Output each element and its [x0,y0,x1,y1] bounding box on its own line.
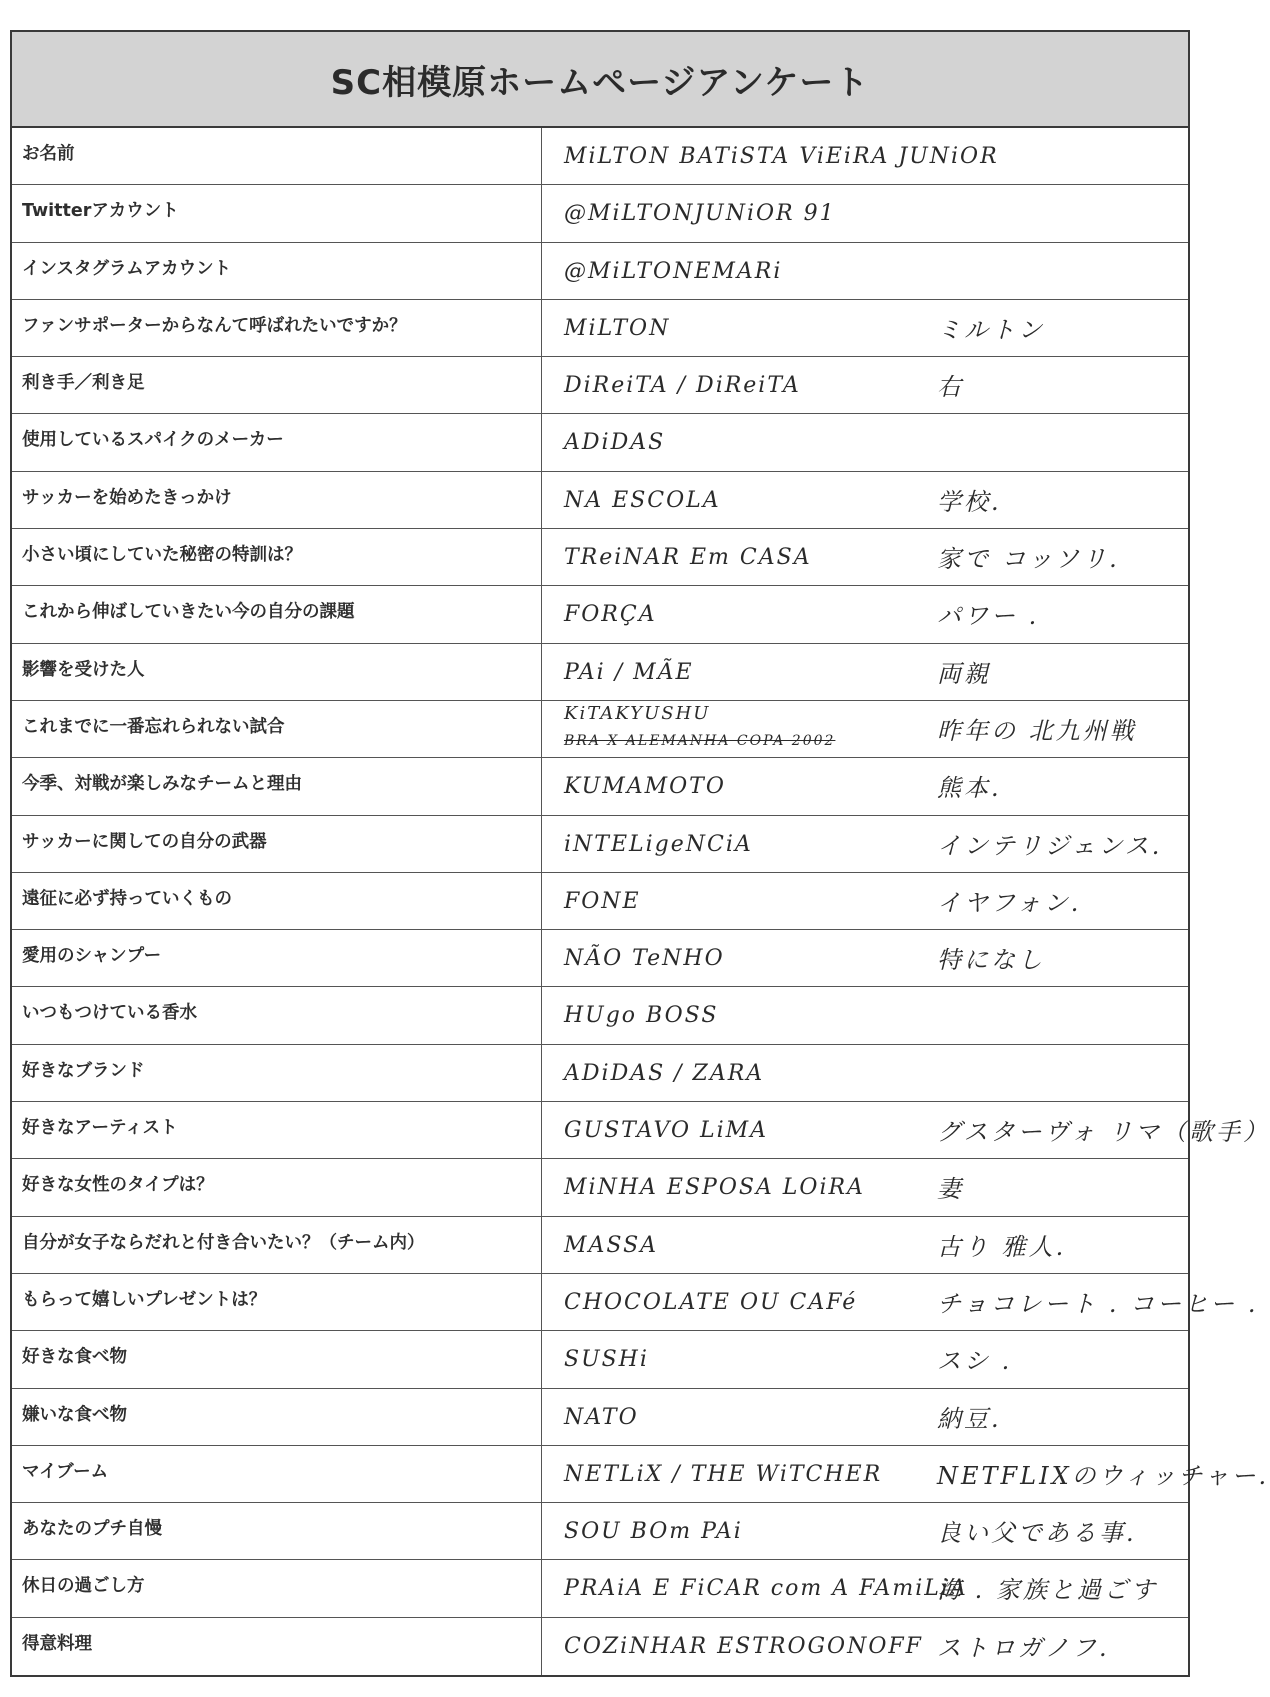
handwritten-answer-japanese: グスターヴォ リマ（歌手） [937,1118,1270,1147]
answer-cell [542,1389,1188,1445]
handwritten-answer: SUSHi [564,1347,649,1373]
survey-row [12,758,1188,815]
handwritten-answer: MiLTON [564,315,671,341]
question-label: お名前 [12,128,542,184]
question-label: これまでに一番忘れられない試合 [12,701,542,757]
answer-cell [542,586,1188,642]
handwritten-answer: ADiDAS [564,430,666,456]
answer-cell [542,128,1188,184]
handwritten-answer: CHOCOLATE OU CAFé [564,1289,858,1315]
handwritten-answer: PAi / MÃE [564,659,694,685]
survey-row [12,300,1188,357]
answer-cell [542,701,1188,757]
question-label: 好きなブランド [12,1045,542,1101]
answer-cell [542,1102,1270,1158]
answer-cell [542,472,1188,528]
question-label: いつもつけている香水 [12,987,542,1043]
question-label: 愛用のシャンプー [12,930,542,986]
handwritten-answer-japanese: 良い父である事. [937,1519,1137,1548]
survey-row [12,930,1188,987]
survey-row [12,128,1188,185]
handwritten-answer-japanese: ストロガノフ. [937,1633,1110,1662]
handwritten-answer: MiLTON BATiSTA ViEiRA JUNiOR [564,144,999,169]
question-label: 好きな食べ物 [12,1331,542,1387]
handwritten-answer-japanese: 家で コッソリ. [937,545,1120,574]
handwritten-answer: DiReiTA / DiReiTA [564,373,801,399]
answer-cell [542,1045,1188,1101]
handwritten-answer: KUMAMOTO [564,774,726,800]
handwritten-answer: GUSTAVO LiMA [564,1118,769,1144]
survey-row [12,816,1188,873]
answer-cell [542,1274,1259,1330]
question-label: インスタグラムアカウント [12,243,542,299]
handwritten-answer-japanese: イヤフォン. [937,888,1082,917]
survey-row [12,243,1188,300]
answer-cell [542,930,1188,986]
answer-cell [542,758,1188,814]
handwritten-answer: MiNHA ESPOSA LOiRA [564,1175,865,1201]
survey-row [12,472,1188,529]
answer-cell [542,243,1188,299]
handwritten-answer-japanese: 特になし [937,946,1045,975]
answer-cell [542,1503,1188,1559]
handwritten-answer: NA ESCOLA [564,487,721,513]
survey-row [12,1159,1188,1216]
struck-answer: BRA X ALEMANHA COPA 2002 [564,732,836,749]
answer-cell [542,529,1188,585]
question-label: あなたのプチ自慢 [12,1503,542,1559]
question-label: Twitterアカウント [12,185,542,241]
answer-cell [542,414,1188,470]
handwritten-answer: KiTAKYUSHU [564,702,711,724]
survey-row [12,1560,1188,1617]
question-label: ファンサポーターからなんて呼ばれたいですか？ [12,300,542,356]
survey-row [12,185,1188,242]
survey-row [12,1503,1188,1560]
survey-row [12,357,1188,414]
answer-cell [542,644,1188,700]
handwritten-answer-japanese: パワー . [937,602,1040,631]
handwritten-answer: NETLiX / THE WiTCHER [564,1461,883,1487]
question-label: 遠征に必ず持っていくもの [12,873,542,929]
handwritten-answer-japanese: 昨年の 北九州戦 [937,716,1137,745]
question-label: 使用しているスパイクのメーカー [12,414,542,470]
handwritten-answer-japanese: 右 [937,373,964,402]
survey-row [12,1102,1270,1159]
answer-cell [542,185,1188,241]
handwritten-answer-japanese: 学校. [937,487,1002,516]
survey-sheet [10,30,1270,1677]
question-label: もらって嬉しいプレゼントは？ [12,1274,542,1330]
survey-row [12,1045,1188,1102]
answer-cell [542,300,1188,356]
question-label: 自分が女子ならだれと付き合いたい？（チーム内） [12,1217,542,1273]
handwritten-answer: SOU BOm PAi [564,1519,743,1545]
survey-row [12,586,1188,643]
survey-row [12,1331,1188,1388]
handwritten-answer: PRAiA E FiCAR com A FAmiLiA [564,1576,968,1602]
answer-cell [542,357,1188,413]
survey-row [12,873,1188,930]
question-label: 休日の過ごし方 [12,1560,542,1616]
question-label: 好きな女性のタイプは？ [12,1159,542,1215]
handwritten-answer: MASSA [564,1232,659,1258]
survey-row [12,1217,1188,1274]
handwritten-answer-japanese: 古り 雅人. [937,1232,1067,1261]
answer-cell [542,816,1188,872]
question-label: 好きなアーティスト [12,1102,542,1158]
answer-cell [542,987,1188,1043]
handwritten-answer-japanese: インテリジェンス. [937,831,1163,860]
survey-table [12,128,1270,1675]
question-label: サッカーに関しての自分の武器 [12,816,542,872]
survey-row [12,1446,1270,1503]
handwritten-answer-japanese: 納豆. [937,1404,1002,1433]
answer-cell [542,1446,1270,1502]
answer-cell [542,1560,1188,1616]
handwritten-answer: FORÇA [564,602,657,628]
handwritten-answer-japanese: 海 . 家族と過ごす [937,1576,1158,1605]
question-label: マイブーム [12,1446,542,1502]
answer-cell [542,1331,1188,1387]
survey-row [12,987,1188,1044]
handwritten-answer: COZiNHAR ESTROGONOFF [564,1633,923,1659]
answer-cell [542,873,1188,929]
question-label: サッカーを始めたきっかけ [12,472,542,528]
handwritten-answer-japanese: 妻 [937,1175,964,1204]
question-label: 得意料理 [12,1618,542,1675]
answer-cell [542,1159,1188,1215]
handwritten-answer: NATO [564,1404,639,1430]
survey-row [12,1618,1188,1675]
handwritten-answer: HUgo BOSS [564,1003,719,1029]
handwritten-answer-japanese: NETFLIXのウィッチャー. [937,1461,1270,1490]
question-label: 小さい頃にしていた秘密の特訓は？ [12,529,542,585]
handwritten-answer: FONE [564,888,641,914]
handwritten-answer-japanese: 両親 [937,659,991,688]
handwritten-answer: @MiLTONJUNiOR 91 [564,201,836,227]
answer-cell [542,1618,1188,1675]
question-label: 利き手／利き足 [12,357,542,413]
survey-row [12,1274,1259,1331]
handwritten-answer: TReiNAR Em CASA [564,545,812,571]
survey-title: SC相模原ホームページアンケート [330,62,870,103]
survey-row [12,529,1188,586]
question-label: 影響を受けた人 [12,644,542,700]
handwritten-answer: iNTELigeNCiA [564,831,753,857]
question-label: 嫌いな食べ物 [12,1389,542,1445]
survey-row [12,1389,1188,1446]
handwritten-answer: @MiLTONEMARi [564,258,783,284]
handwritten-answer: NÃO TeNHO [564,946,725,972]
survey-row [12,701,1188,758]
title-bar [12,32,1188,128]
handwritten-answer-japanese: チョコレート . コーヒー . [937,1289,1259,1318]
question-label: これから伸ばしていきたい今の自分の課題 [12,586,542,642]
answer-cell [542,1217,1188,1273]
handwritten-answer: ADiDAS / ZARA [564,1060,765,1086]
handwritten-answer-japanese: ミルトン [937,315,1045,344]
handwritten-answer-japanese: 熊本. [937,774,1002,803]
handwritten-answer-japanese: スシ . [937,1347,1013,1376]
survey-row [12,414,1188,471]
question-label: 今季、対戦が楽しみなチームと理由 [12,758,542,814]
survey-row [12,644,1188,701]
